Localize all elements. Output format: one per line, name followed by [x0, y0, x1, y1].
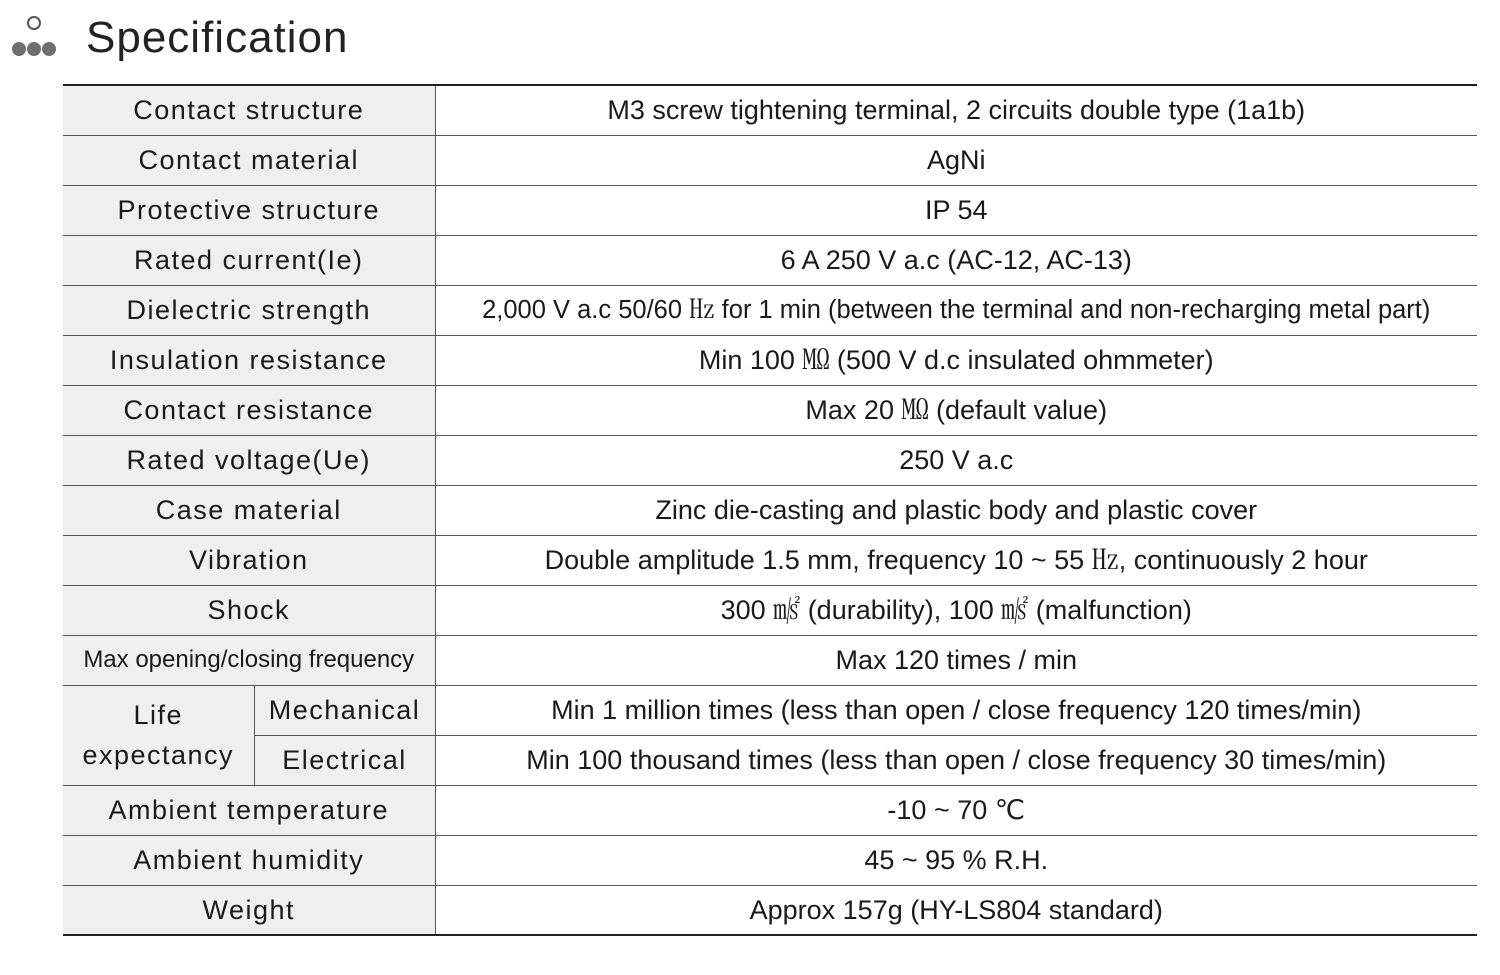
table-row [63, 785, 1477, 835]
table-row [63, 135, 1477, 185]
table-row [63, 85, 1477, 135]
spec-label: Max opening/closing frequency [63, 635, 435, 685]
table-row [63, 635, 1477, 685]
spec-label: Rated current(Ie) [63, 235, 435, 285]
spec-value: 2,000 V a.c 50/60 ㎐ for 1 min (between the terminal and non-recharging metal part) [435, 285, 1477, 335]
dot-outline-icon [27, 16, 41, 30]
three-dots-icon [10, 16, 60, 60]
spec-value: 250 V a.c [435, 435, 1477, 485]
spec-label: Insulation resistance [63, 335, 435, 385]
mechanical-label: Mechanical [254, 685, 435, 735]
table-row [63, 385, 1477, 435]
table-row [63, 885, 1477, 935]
dot-filled-icon [12, 42, 26, 56]
page-title: Specification [86, 13, 349, 62]
life-expectancy-label [63, 685, 254, 785]
spec-label: Ambient humidity [63, 835, 435, 885]
spec-label: Contact structure [63, 85, 435, 135]
spec-label: Case material [63, 485, 435, 535]
life-label-line: Life [133, 700, 184, 730]
table-row [63, 535, 1477, 585]
table-row [63, 485, 1477, 535]
spec-label: Contact material [63, 135, 435, 185]
spec-value: Approx 157g (HY-LS804 standard) [435, 885, 1477, 935]
spec-value: 300 ㎨ (durability), 100 ㎨ (malfunction) [435, 585, 1477, 635]
spec-label: Contact resistance [63, 385, 435, 435]
electrical-value: Min 100 thousand times (less than open / close frequency 30 times/min) [435, 735, 1477, 785]
spec-value: AgNi [435, 135, 1477, 185]
spec-value: IP 54 [435, 185, 1477, 235]
table-row [63, 185, 1477, 235]
electrical-label: Electrical [254, 735, 435, 785]
spec-value: M3 screw tightening terminal, 2 circuits double type (1a1b) [435, 85, 1477, 135]
table-row [63, 235, 1477, 285]
spec-label: Ambient temperature [63, 785, 435, 835]
table-row [63, 435, 1477, 485]
table-row [63, 585, 1477, 635]
table-row [63, 835, 1477, 885]
spec-value: Double amplitude 1.5 mm, frequency 10 ~ 55 ㎐, continuously 2 hour [435, 535, 1477, 585]
spec-label: Weight [63, 885, 435, 935]
spec-value: Max 120 times / min [435, 635, 1477, 685]
table-row [63, 335, 1477, 385]
specification-table [63, 84, 1477, 936]
spec-value: 6 A 250 V a.c (AC-12, AC-13) [435, 235, 1477, 285]
spec-value: Zinc die-casting and plastic body and plastic cover [435, 485, 1477, 535]
table-row [63, 285, 1477, 335]
dot-filled-icon [42, 42, 56, 56]
spec-value: -10 ~ 70 ℃ [435, 785, 1477, 835]
life-label-line: expectancy [82, 740, 235, 770]
mechanical-value: Min 1 million times (less than open / close frequency 120 times/min) [435, 685, 1477, 735]
table-row [63, 735, 1477, 785]
spec-value: Max 20 ㏁ (default value) [435, 385, 1477, 435]
dot-filled-icon [27, 42, 41, 56]
spec-label: Dielectric strength [63, 285, 435, 335]
spec-label: Protective structure [63, 185, 435, 235]
spec-value: 45 ~ 95 % R.H. [435, 835, 1477, 885]
spec-label: Shock [63, 585, 435, 635]
table-row [63, 685, 1477, 735]
spec-label: Rated voltage(Ue) [63, 435, 435, 485]
spec-value: Min 100 ㏁ (500 V d.c insulated ohmmeter) [435, 335, 1477, 385]
spec-label: Vibration [63, 535, 435, 585]
